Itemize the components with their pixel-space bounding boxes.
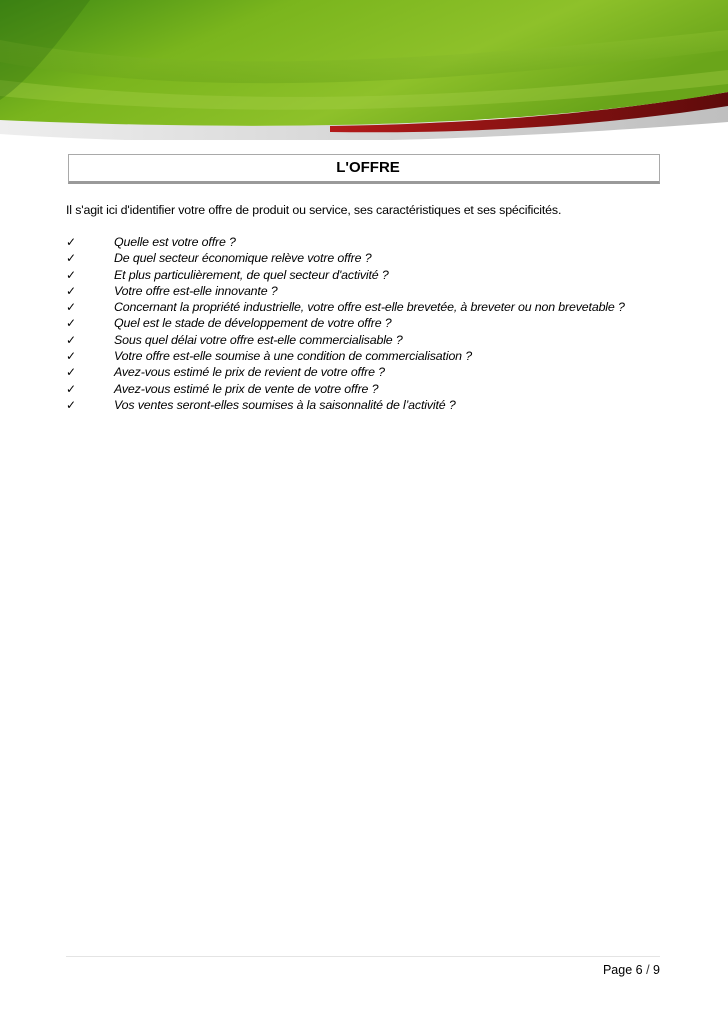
- checkmark-icon: ✓: [66, 349, 77, 364]
- question-text: Avez-vous estimé le prix de vente de votre offre ?: [114, 381, 379, 396]
- question-text: Concernant la propriété industrielle, votre offre est-elle brevetée, à breveter ou non brevetable ?: [114, 300, 625, 315]
- list-item: [66, 381, 660, 397]
- header-banner: [0, 0, 728, 140]
- page-total: 9: [653, 963, 660, 977]
- page-separator: /: [646, 963, 650, 977]
- question-text: Avez-vous estimé le prix de revient de votre offre ?: [114, 365, 385, 380]
- footer-divider: [66, 956, 660, 957]
- list-item: [66, 234, 660, 250]
- list-item: [66, 267, 660, 283]
- list-item: [66, 397, 660, 413]
- checkmark-icon: ✓: [66, 397, 77, 412]
- checkmark-icon: ✓: [66, 365, 77, 380]
- list-item: [66, 250, 660, 266]
- question-text: Et plus particulièrement, de quel secteur d'activité ?: [114, 267, 389, 282]
- question-text: De quel secteur économique relève votre offre ?: [114, 251, 372, 266]
- section-title-box: [68, 154, 660, 184]
- page-number: [603, 963, 660, 977]
- list-item: [66, 315, 660, 331]
- checkmark-icon: ✓: [66, 235, 77, 249]
- checkmark-icon: ✓: [66, 267, 77, 282]
- checkmark-icon: ✓: [66, 381, 77, 396]
- page-current: Page 6: [602, 963, 643, 977]
- list-item: [66, 283, 660, 299]
- question-text: Sous quel délai votre offre est-elle commercialisable ?: [114, 332, 403, 347]
- checkmark-icon: ✓: [66, 300, 77, 315]
- question-list: [66, 234, 660, 413]
- list-item: [66, 348, 660, 364]
- list-item: [66, 332, 660, 348]
- question-text: Vos ventes seront-elles soumises à la saisonnalité de l’activité ?: [114, 397, 456, 412]
- checkmark-icon: ✓: [66, 251, 77, 266]
- list-item: [66, 299, 660, 315]
- checkmark-icon: ✓: [66, 283, 77, 298]
- question-text: Votre offre est-elle innovante ?: [114, 283, 278, 298]
- checkmark-icon: ✓: [66, 316, 77, 331]
- intro-paragraph: Il s'agit ici d'identifier votre offre de produit ou service, ses caractéristiques et ses spécificités.: [66, 203, 562, 217]
- question-text: Votre offre est-elle soumise à une condition de commercialisation ?: [114, 349, 472, 364]
- list-item: [66, 364, 660, 380]
- checkmark-icon: ✓: [66, 332, 77, 347]
- question-text: Quelle est votre offre ?: [114, 235, 236, 249]
- section-title: L'OFFRE: [336, 159, 400, 176]
- header-swoosh-graphic: [0, 0, 728, 140]
- question-text: Quel est le stade de développement de votre offre ?: [114, 316, 392, 331]
